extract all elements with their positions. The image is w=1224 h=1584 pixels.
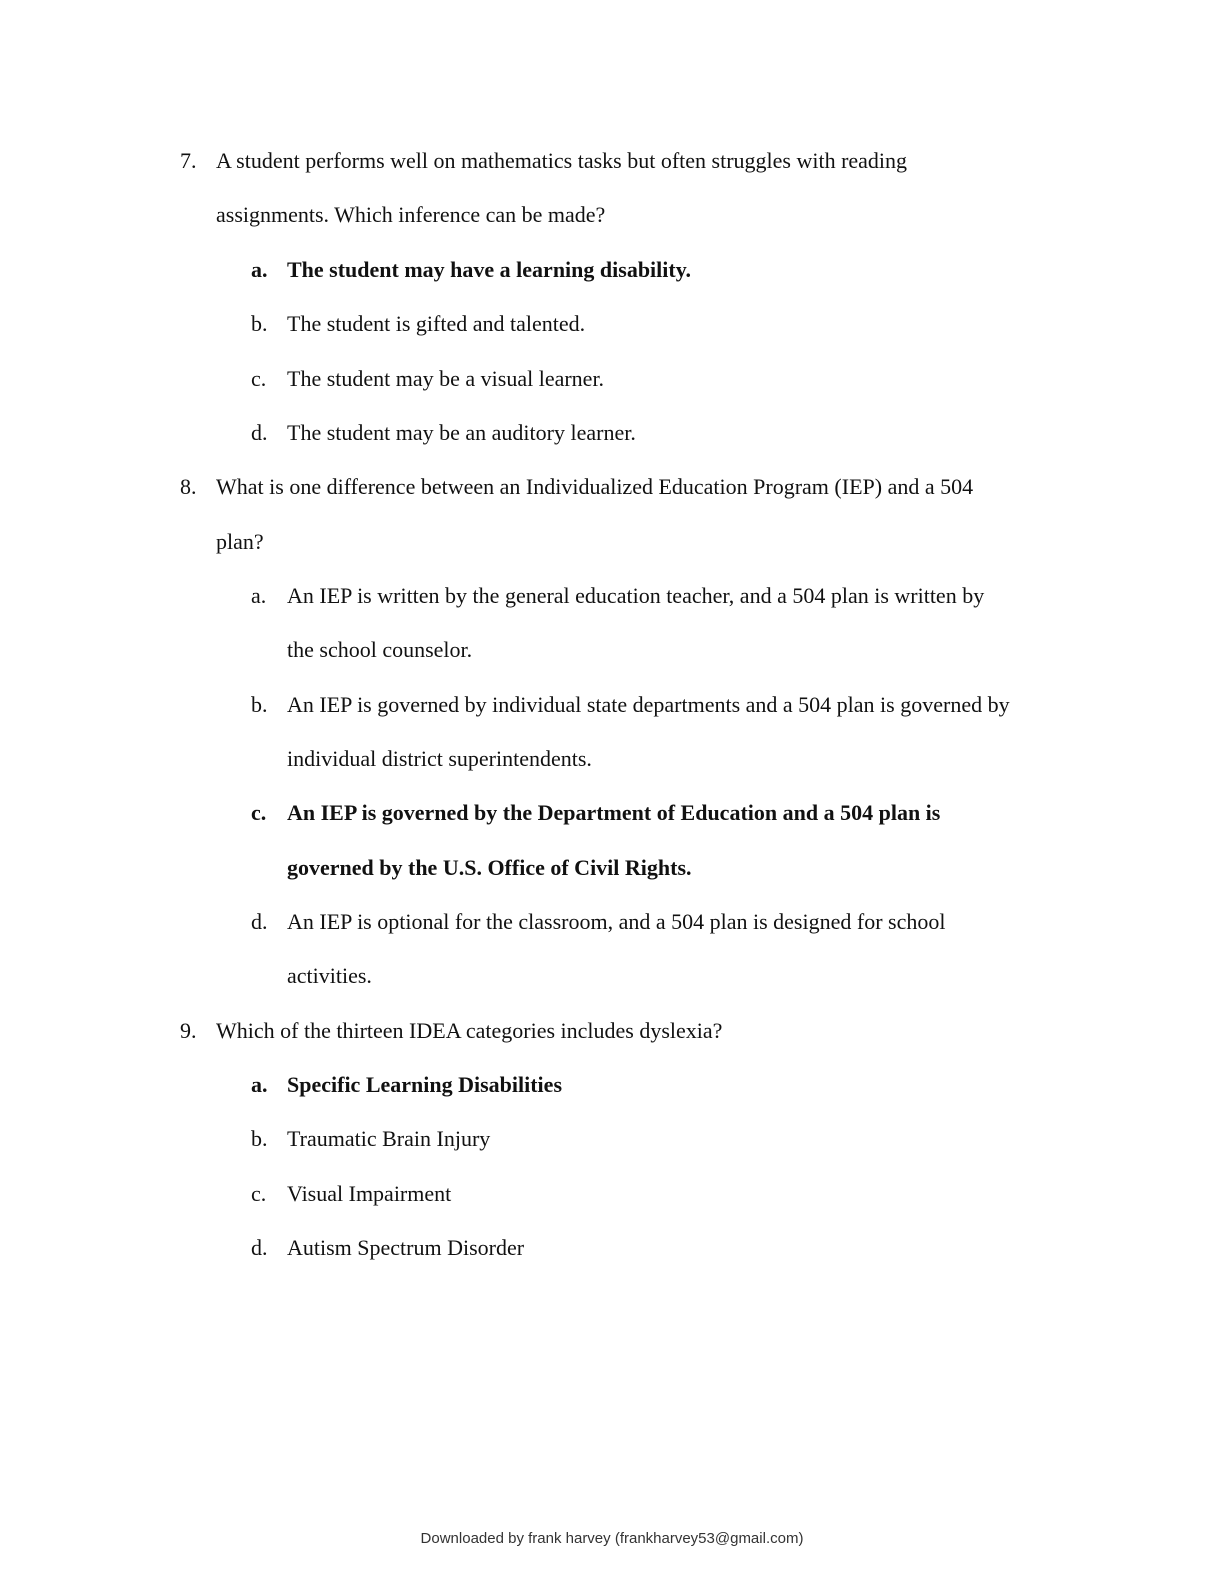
option-text: the school counselor. [287, 637, 473, 662]
option-letter: d. [251, 1235, 268, 1260]
question-text: A student performs well on mathematics tasks but often struggles with reading [216, 148, 908, 173]
option-letter: a. [251, 257, 268, 282]
question-text: What is one difference between an Individualized Education Program (IEP) and a 504 [216, 474, 974, 499]
option-text-correct: governed by the U.S. Office of Civil Rights. [287, 855, 692, 880]
option-text: The student may be an auditory learner. [287, 420, 636, 445]
question-number: 9. [180, 1018, 197, 1043]
option-text: The student may be a visual learner. [287, 366, 605, 391]
option-letter: c. [251, 366, 267, 391]
download-footer: Downloaded by frank harvey (frankharvey53@gmail.com) [420, 1530, 804, 1547]
question-text: assignments. Which inference can be made? [216, 202, 606, 227]
option-letter: b. [251, 692, 268, 717]
option-letter: d. [251, 420, 268, 445]
option-letter: d. [251, 909, 268, 934]
option-text-correct: Specific Learning Disabilities [287, 1072, 562, 1097]
option-text: Visual Impairment [287, 1181, 452, 1206]
question-text: plan? [216, 529, 264, 554]
option-letter: c. [251, 800, 267, 825]
option-text: individual district superintendents. [287, 746, 592, 771]
option-text-correct: The student may have a learning disability. [287, 257, 692, 282]
option-text: activities. [287, 963, 372, 988]
option-text: An IEP is governed by individual state departments and a 504 plan is governed by [287, 692, 1010, 717]
question-number: 8. [180, 474, 197, 499]
option-text: An IEP is optional for the classroom, and a 504 plan is designed for school [287, 909, 946, 934]
option-letter: a. [251, 583, 267, 608]
option-text-correct: An IEP is governed by the Department of Education and a 504 plan is [287, 800, 941, 825]
option-text: An IEP is written by the general education teacher, and a 504 plan is written by [287, 583, 985, 608]
option-letter: b. [251, 311, 268, 336]
option-text: Traumatic Brain Injury [287, 1126, 491, 1151]
option-letter: a. [251, 1072, 268, 1097]
option-letter: c. [251, 1181, 267, 1206]
option-letter: b. [251, 1126, 268, 1151]
question-text: Which of the thirteen IDEA categories includes dyslexia? [216, 1018, 723, 1043]
question-number: 7. [180, 148, 197, 173]
option-text: The student is gifted and talented. [287, 311, 586, 336]
option-text: Autism Spectrum Disorder [287, 1235, 525, 1260]
